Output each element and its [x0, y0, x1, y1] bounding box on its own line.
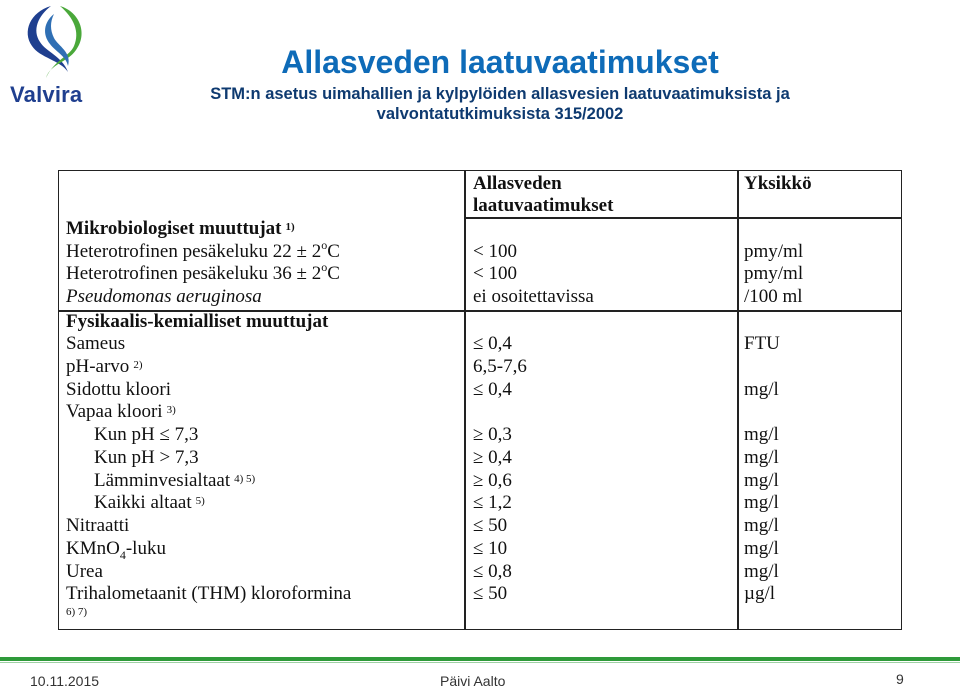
footnote-ref: 2)	[133, 359, 143, 371]
header-row-divider	[464, 217, 901, 219]
footnote-ref: 3)	[166, 404, 176, 416]
requirement-value: < 100	[473, 241, 517, 262]
param-row-label	[94, 492, 205, 514]
footnote-ref: 4) 5)	[234, 473, 256, 485]
footer-bar-accent	[0, 662, 960, 663]
requirement-value: 6,5-7,6	[473, 356, 527, 377]
requirement-value: ≤ 0,8	[473, 561, 512, 582]
requirement-value: ≤ 10	[473, 538, 508, 559]
section-heading-micro-text: Mikrobiologiset muuttujat	[66, 218, 282, 239]
param-row-label	[66, 356, 142, 378]
param-text: Lämminvesialtaat	[94, 470, 231, 491]
param-row-label	[94, 424, 198, 446]
param-row-label	[66, 515, 129, 537]
trailing-footnote-refs: 6) 7)	[66, 606, 88, 618]
page-title: Allasveden laatuvaatimukset	[281, 44, 719, 80]
unit-value: mg/l	[744, 492, 779, 513]
footer-date: 10.11.2015	[30, 673, 100, 689]
requirement-value: ≤ 50	[473, 515, 508, 536]
page-number: 9	[896, 671, 904, 687]
degree-mark: o	[321, 260, 328, 274]
param-suffix: C	[327, 241, 340, 262]
param-row-label	[66, 238, 340, 264]
requirement-value: < 100	[473, 263, 517, 284]
requirement-value: ≥ 0,6	[473, 470, 512, 491]
param-row-label	[66, 260, 340, 286]
footnote-ref: 5)	[195, 495, 205, 507]
column-divider	[737, 171, 739, 629]
param-row-label	[66, 333, 125, 355]
subtitle-line-1: STM:n asetus uimahallien ja kylpylöiden allasvesien laatuvaatimuksista ja	[210, 85, 790, 103]
water-quality-table	[58, 170, 902, 630]
param-row-label	[94, 447, 199, 469]
unit-value: mg/l	[744, 538, 779, 559]
unit-value: µg/l	[744, 583, 776, 604]
requirement-value: ei osoitettavissa	[473, 286, 594, 307]
requirement-value: ≥ 0,3	[473, 424, 512, 445]
unit-value: FTU	[744, 333, 780, 354]
unit-value: mg/l	[744, 470, 779, 491]
unit-value: mg/l	[744, 561, 779, 582]
param-text: Heterotrofinen pesäkeluku 36 ± 2	[66, 263, 322, 284]
param-text: pH-arvo	[66, 356, 130, 377]
valvira-logo	[10, 2, 92, 106]
param-text: KMnO	[66, 538, 120, 559]
requirement-value: ≤ 1,2	[473, 492, 512, 513]
param-text: Urea	[66, 561, 103, 582]
unit-value: mg/l	[744, 447, 779, 468]
degree-mark: o	[321, 238, 328, 252]
page-subtitle	[140, 84, 860, 124]
footnote-ref: 1)	[285, 221, 295, 233]
unit-value: /100 ml	[744, 286, 803, 307]
footer-bar	[0, 657, 960, 661]
requirement-value: ≤ 0,4	[473, 379, 512, 400]
col-header-quality-1: Allasveden	[473, 173, 562, 194]
param-text-suffix: -luku	[125, 538, 166, 559]
section-heading-micro	[66, 218, 295, 240]
footer-author: Päivi Aalto	[440, 673, 506, 689]
section-heading-phys: Fysikaalis-kemialliset muuttujat	[66, 311, 329, 332]
col-header-unit: Yksikkö	[744, 173, 812, 194]
param-text: Sameus	[66, 333, 126, 354]
param-row-label	[66, 401, 176, 423]
param-row-label	[94, 470, 255, 492]
param-text: Sidottu kloori	[66, 379, 172, 400]
param-subscript: 4	[119, 548, 126, 562]
param-text: Kun pH ≤ 7,3	[94, 424, 199, 445]
param-text: Trihalometaanit (THM) kloroformina	[66, 583, 352, 604]
unit-value: mg/l	[744, 515, 779, 536]
requirement-value: ≤ 50	[473, 583, 508, 604]
requirement-value: ≥ 0,4	[473, 447, 512, 468]
requirement-value: ≤ 0,4	[473, 333, 512, 354]
param-row-label	[66, 583, 351, 605]
valvira-logo-mark-icon	[10, 2, 92, 82]
param-text: Vapaa kloori	[66, 401, 163, 422]
param-text: Nitraatti	[66, 515, 130, 536]
param-text: Kun pH > 7,3	[94, 447, 199, 468]
unit-value: pmy/ml	[744, 263, 804, 284]
param-suffix: C	[327, 263, 340, 284]
subtitle-line-2: valvontatutkimuksista 315/2002	[376, 105, 624, 123]
param-row-label	[66, 538, 166, 561]
col-header-quality-2: laatuvaatimukset	[473, 195, 614, 216]
unit-value: pmy/ml	[744, 241, 804, 262]
param-row-label	[66, 561, 103, 583]
column-divider	[464, 171, 466, 629]
logo-wordmark: Valvira	[10, 82, 83, 107]
unit-value: mg/l	[744, 379, 779, 400]
param-text: Heterotrofinen pesäkeluku 22 ± 2	[66, 241, 322, 262]
param-row-label	[66, 379, 171, 401]
param-text: Kaikki altaat	[94, 492, 192, 513]
unit-value: mg/l	[744, 424, 779, 445]
param-row-label: Pseudomonas aeruginosa	[66, 286, 262, 307]
